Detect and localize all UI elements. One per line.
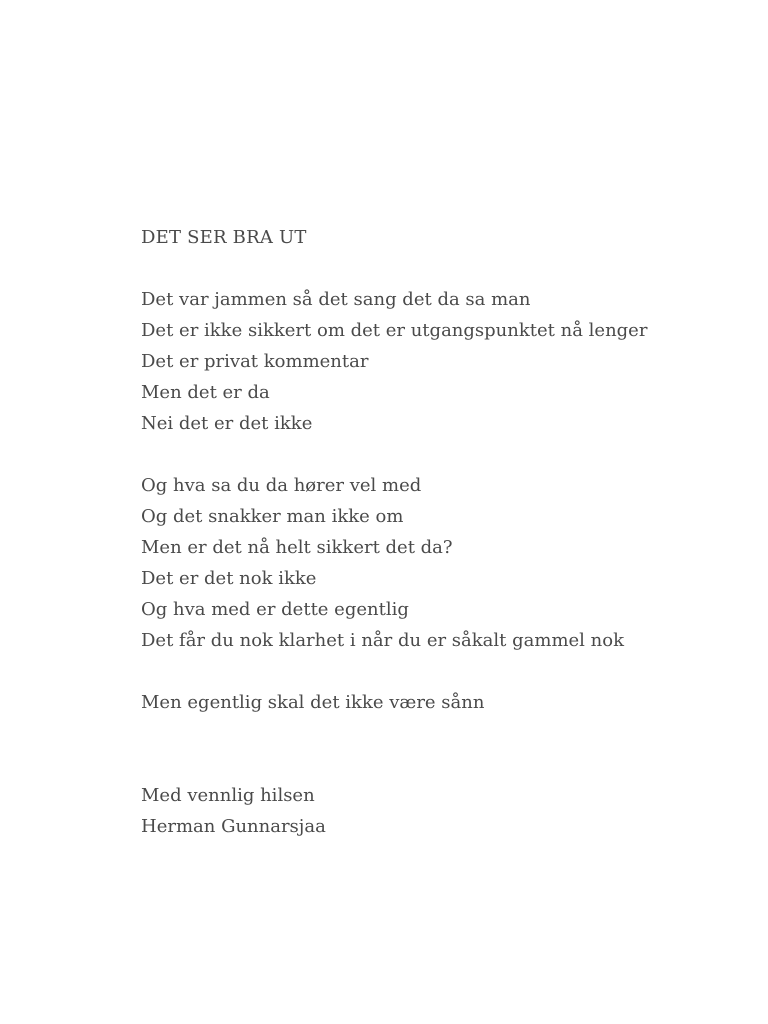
document-content xyxy=(141,222,741,842)
stanza-line: Og hva sa du da hører vel med xyxy=(141,475,422,496)
closing-block xyxy=(141,780,741,842)
stanza-line: Det er ikke sikkert om det er utgangspunktet nå lenger xyxy=(141,320,648,341)
closing-signature: Herman Gunnarsjaa xyxy=(141,816,326,837)
stanza-line: Nei det er det ikke xyxy=(141,413,313,434)
stanza-line: Det får du nok klarhet i når du er såkalt gammel nok xyxy=(141,630,624,651)
stanza-line: Og hva med er dette egentlig xyxy=(141,599,409,620)
stanza-1 xyxy=(141,284,741,439)
stanza-3 xyxy=(141,687,741,718)
stanza-line: Men er det nå helt sikkert det da? xyxy=(141,537,453,558)
stanza-line: Men egentlig skal det ikke være sånn xyxy=(141,692,485,713)
stanza-line: Og det snakker man ikke om xyxy=(141,506,404,527)
stanza-line: Det er privat kommentar xyxy=(141,351,369,372)
closing-greeting: Med vennlig hilsen xyxy=(141,785,315,806)
stanza-line: Men det er da xyxy=(141,382,270,403)
document-title: DET SER BRA UT xyxy=(141,227,307,248)
stanza-line: Det er det nok ikke xyxy=(141,568,317,589)
stanza-line: Det var jammen så det sang det da sa man xyxy=(141,289,531,310)
stanza-2 xyxy=(141,470,741,656)
